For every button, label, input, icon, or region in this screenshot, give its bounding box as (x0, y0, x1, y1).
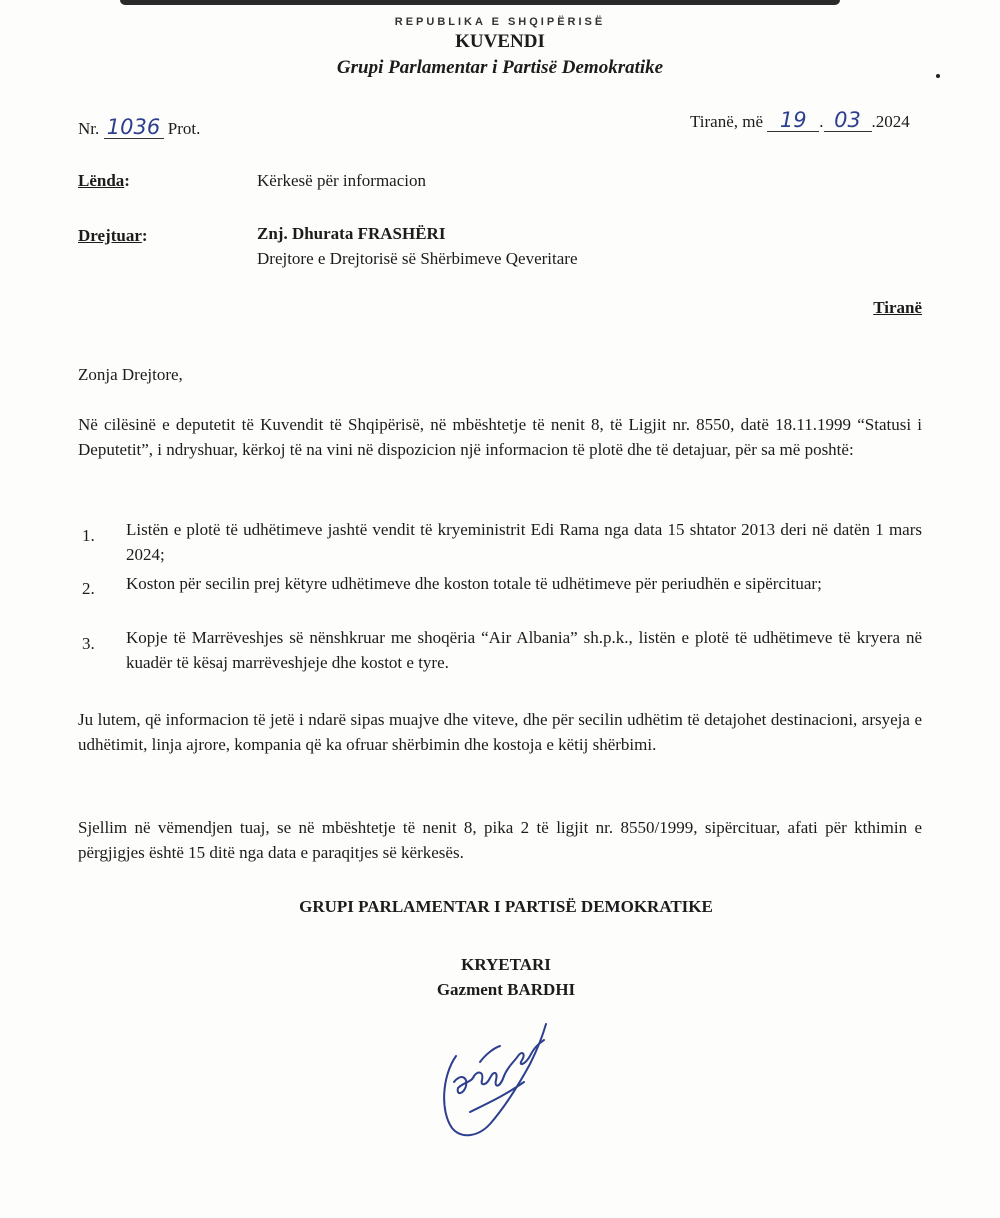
deadline-paragraph: Sjellim në vëmendjen tuaj, se në mbështetje të nenit 8, pika 2 të ligjit nr. 8550/1999, sipërcituar, afati për kthimin e përgjigjes është 15 ditë nga data e paraqitjes së kërkesës. (78, 818, 922, 862)
letter-date (690, 109, 910, 132)
date-month-handwritten: 03 (824, 109, 872, 132)
list-item-text: Koston për secilin prej këtyre udhëtimeve dhe koston totale të udhëtimeve për periudhën e sipërcituar; (126, 574, 822, 593)
subject-label-text: Lënda (78, 171, 125, 190)
date-dot: . (819, 112, 824, 131)
salutation: Zonja Drejtore, (78, 365, 183, 384)
addressee-label-text: Drejtuar (78, 226, 142, 245)
list-item-number: 3. (82, 634, 95, 653)
closing-name: Gazment BARDHI (436, 980, 576, 999)
intro-paragraph: Në cilësinë e deputetit të Kuvendit të Shqipërisë, në mbështetje të nenit 8, të Ligjit nr. 8550, datë 18.11.1999 “Statusi i Deputetit”, i ndryshuar, kërkoj të na vini në dispozicion një informacion të plotë dhe të detajuar, për sa më poshtë: (78, 415, 922, 459)
list-item-text: Listën e plotë të udhëtimeve jashtë vendit të kryeministrit Edi Rama nga data 15 shtator 2013 deri në datën 1 mars 2024; (126, 520, 922, 564)
subject-value: Kërkesë për informacion (257, 171, 426, 190)
date-year: .2024 (871, 112, 910, 131)
addressee-city: Tiranë (873, 298, 922, 317)
subject-label (78, 171, 130, 191)
date-day-handwritten: 19 (767, 109, 819, 132)
prot-label: Prot. (167, 119, 201, 138)
list-item-text: Kopje të Marrëveshjes së nënshkruar me shoqëria “Air Albania” sh.p.k., listën e plotë të udhëtimeve të kryera në kuadër të kësaj marrëveshjeje dhe kostot e tyre. (126, 628, 922, 672)
addressee-label-colon: : (141, 226, 148, 245)
addressee-name: Znj. Dhurata FRASHËRI (257, 224, 446, 243)
nr-value-handwritten: 1036 (104, 116, 164, 139)
list-item-number: 2. (82, 579, 95, 598)
letterhead-emblem-rule (120, 0, 840, 5)
paper-speck (936, 74, 940, 78)
place-label: Tiranë, më (690, 112, 764, 131)
signature-graphic (434, 1016, 564, 1144)
reference-number (78, 116, 200, 139)
group-heading: Grupi Parlamentar i Partisë Demokratike (336, 57, 664, 78)
list-item-number: 1. (82, 526, 95, 545)
republic-heading: REPUBLIKA E SHQIPËRISË (394, 16, 606, 28)
closing-role: KRYETARI (461, 955, 551, 974)
nr-label: Nr. (78, 119, 100, 138)
addressee-title: Drejtore e Drejtorisë së Shërbimeve Qeveritare (257, 249, 578, 268)
addressee-label (78, 226, 148, 246)
subject-label-colon: : (124, 171, 130, 190)
request-paragraph: Ju lutem, që informacion të jetë i ndarë sipas muajve dhe viteve, dhe për secilin udhëtim të detajohet destinacioni, arsyeja e udhëtimit, linja ajrore, kompania që ka ofruar shërbimin dhe kostoja e këtij shërbimi. (78, 710, 922, 754)
institution-heading: KUVENDI (455, 31, 545, 52)
closing-group-name: GRUPI PARLAMENTAR I PARTISË DEMOKRATIKE (299, 897, 713, 916)
